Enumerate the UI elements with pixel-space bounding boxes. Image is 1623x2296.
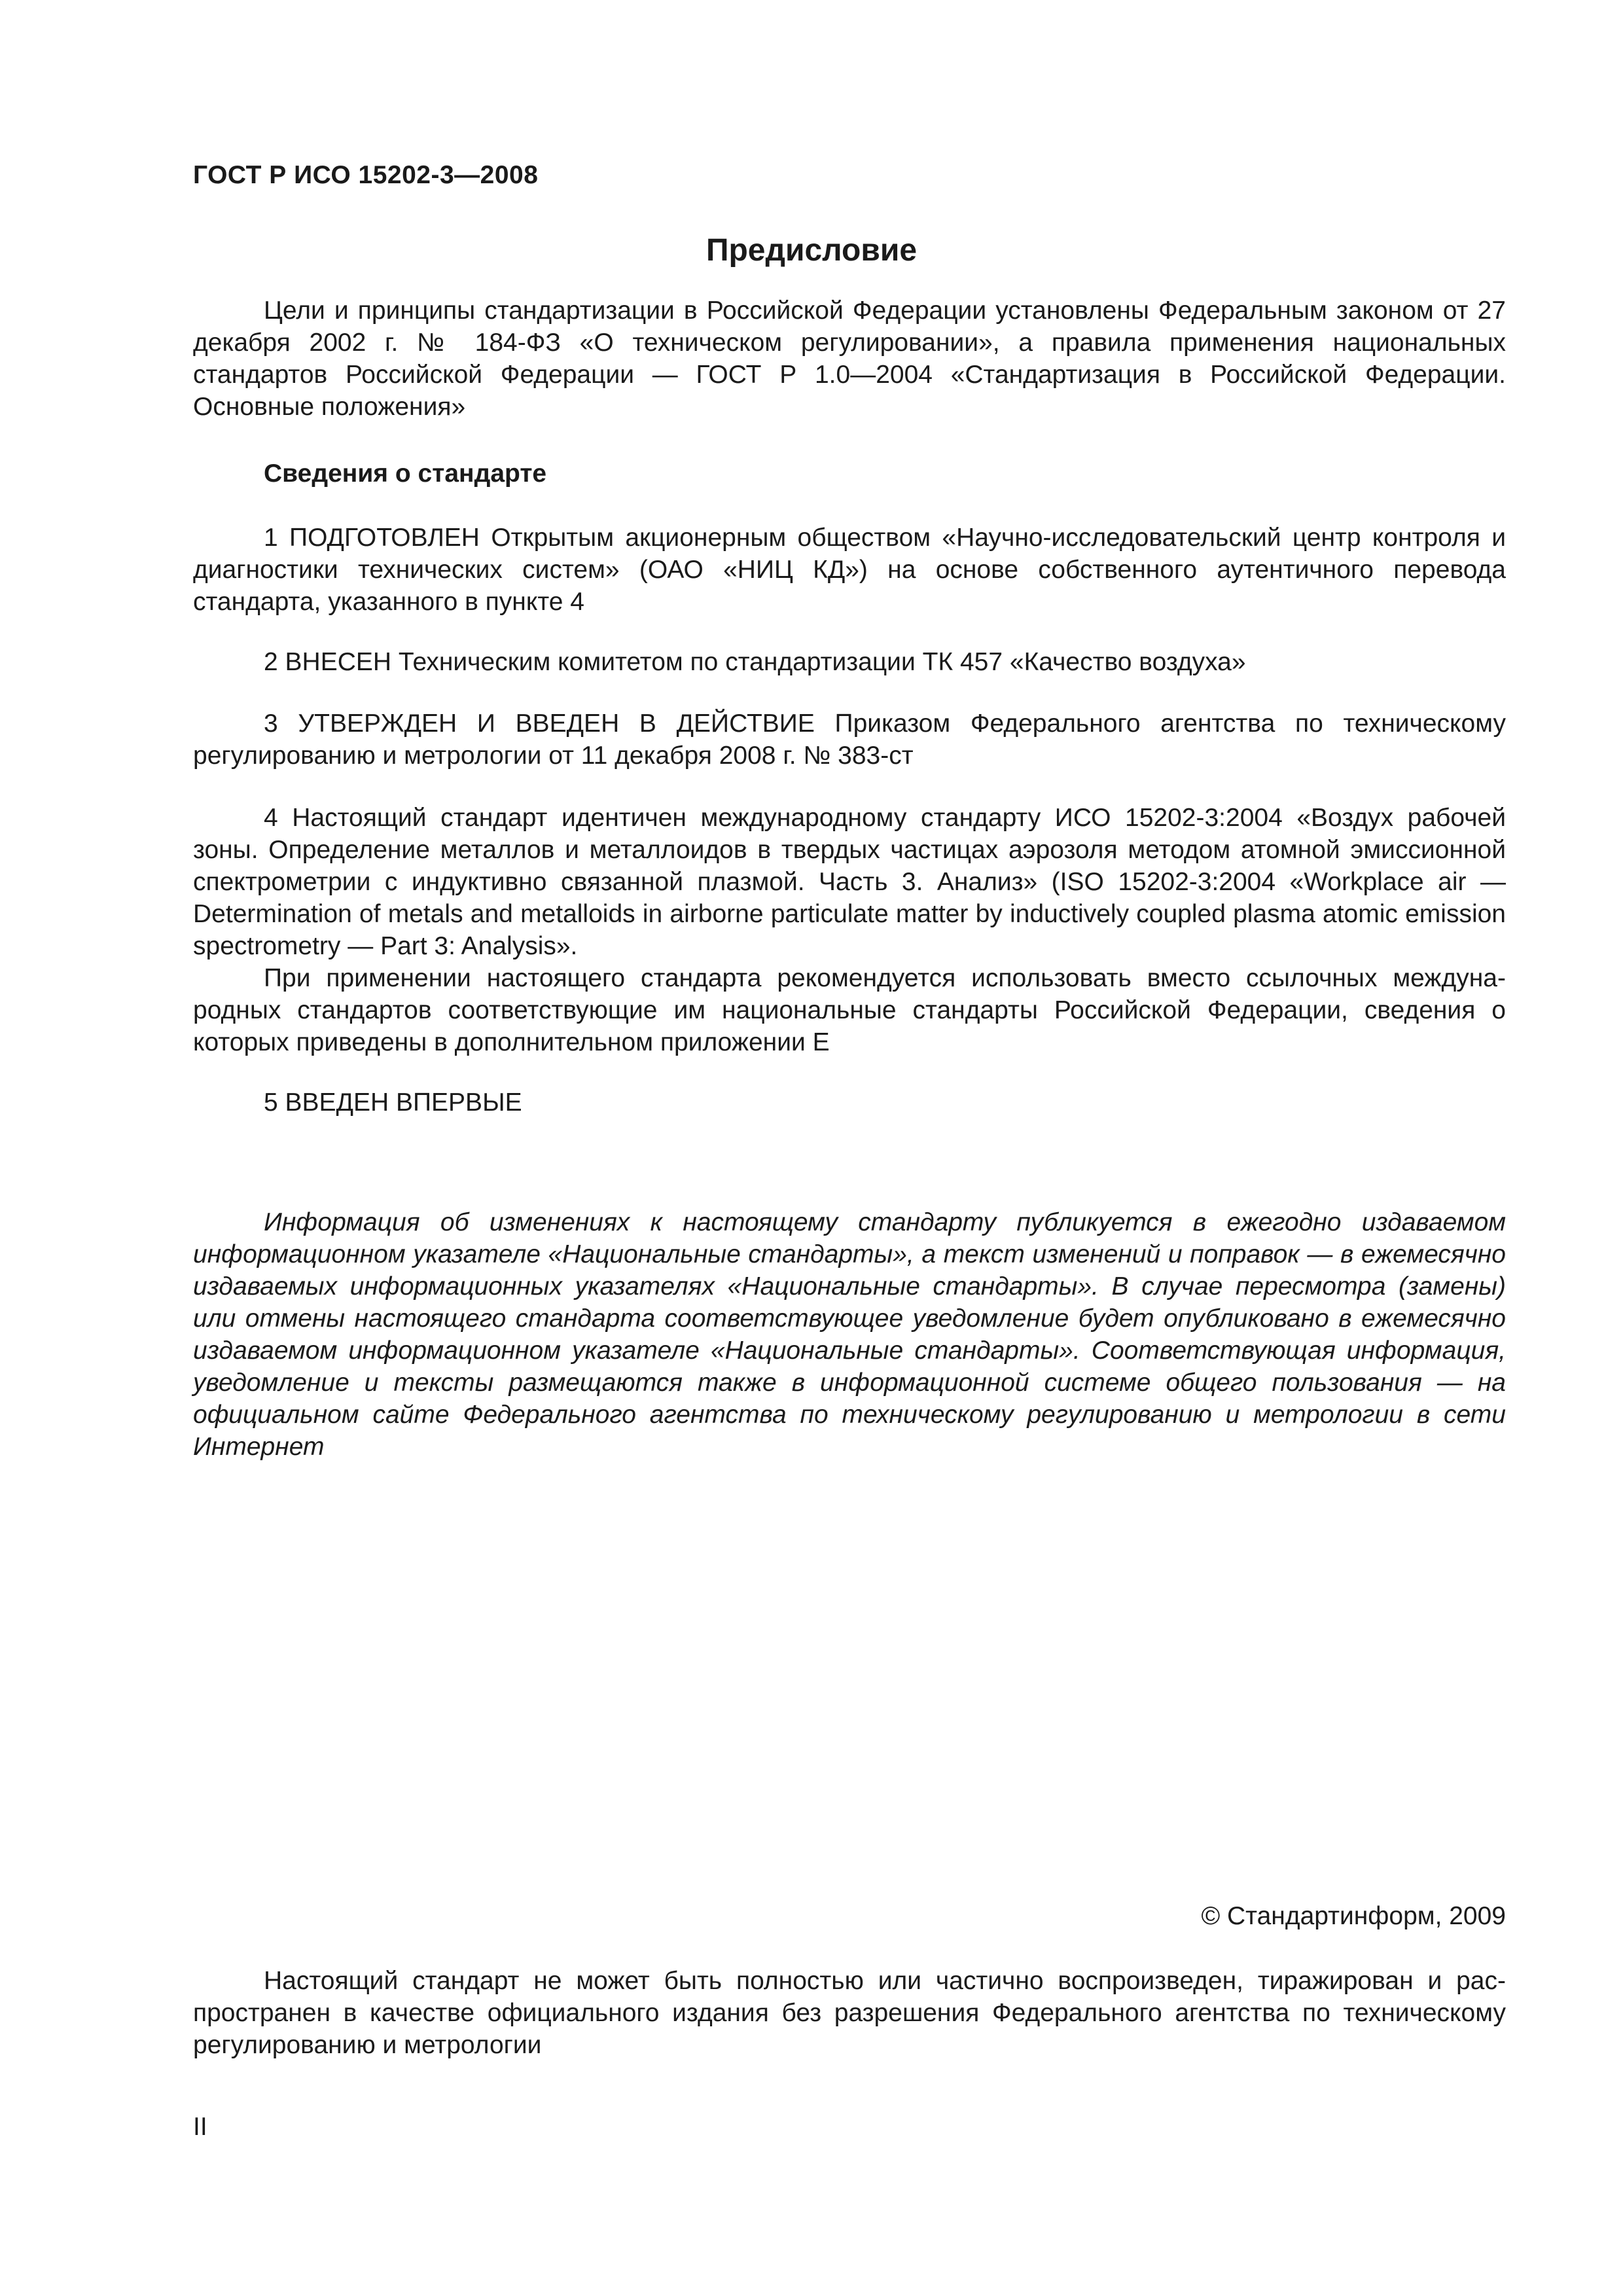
copyright-line: © Стандартинформ, 2009 <box>1201 1902 1506 1930</box>
item-2 <box>193 646 1506 678</box>
changes-notice <box>193 1206 1506 1463</box>
standard-info-heading: Сведения о стандарте <box>264 459 547 488</box>
item-1 <box>193 522 1506 618</box>
changes-notice-text: Информация об изменениях к настоящему стандарту публикуется в ежегодно издаваемом информационном указателе «Национальные стандарты», а текст изменений и поправок — в ежемесячно издаваемых информационных указателях «Национальные стандарты». В случае пересмотра (замены) или отмены настоящего стандарта соответствующее уведомление будет опубликовано в ежемесячно издаваемом информационном указателе «Национальные стандарты». Соответствующая информация, уведомление и тексты размещаются также в информационной системе общего пользования — на официальном сайте Федерального агентства по техническому регулированию и метрологии в сети Интернет <box>193 1208 1506 1461</box>
foreword-intro-paragraph: Цели и принципы стандартизации в Российской Федерации установлены Федеральным законом от 27 декабря 2002 г. № 184-ФЗ «О техническом регулировании», а правила применения национальных стандартов Российской Федерации — ГОСТ Р 1.0—2004 «Стандартизация в Российской Федерации. Основные положения» <box>193 296 1506 421</box>
item-2-text: 2 ВНЕСЕН Техническим комитетом по стандартизации ТК 457 «Качество воздуха» <box>264 648 1246 676</box>
item-5-text: 5 ВВЕДЕН ВПЕРВЫЕ <box>264 1088 522 1117</box>
foreword-intro <box>193 295 1506 423</box>
item-3-text: 3 УТВЕРЖДЕН И ВВЕДЕН В ДЕЙСТВИЕ Приказом Федерального агентства по техническому регулированию и метрологии от 11 декабря 2008 г. № 383-ст <box>193 709 1506 770</box>
item-5 <box>193 1086 1506 1119</box>
item-3 <box>193 708 1506 772</box>
reproduction-notice-text: Настоящий стандарт не может быть полностью или частично воспроизведен, тиражирован и распространен в качестве официального издания без разрешения Федерального агентства по техническому регулированию и метрологии <box>193 1967 1506 2059</box>
reproduction-notice <box>193 1965 1506 2061</box>
item-1-text: 1 ПОДГОТОВЛЕН Открытым акционерным обществом «Научно-исследовательский центр контроля и диагностики технических систем» (ОАО «НИЦ КД») на основе собственного аутентичного перевода стандарта, указанного в пункте 4 <box>193 524 1506 616</box>
item-4-note: При применении настоящего стандарта рекомендуется использовать вместо ссылочных международных стандартов соответствующие им национальные стандарты Российской Федерации, сведения о которых приведены в дополнительном приложении Е <box>193 964 1506 1056</box>
item-4 <box>193 802 1506 1058</box>
item-4-text: 4 Настоящий стандарт идентичен международному стандарту ИСО 15202-3:2004 «Воздух рабочей зоны. Определение металлов и металлоидов в твердых частицах аэрозоля методом атомной эмиссионной спектрометрии с индуктивно связанной плазмой. Часть 3. Анализ» (ISO 15202-3:2004 «Workplace air — Determination of metals and metalloids in airborne particulate matter by inductively coupled plasma atomic emission spectrometry — Part 3: Analysis». <box>193 804 1506 960</box>
standard-code: ГОСТ Р ИСО 15202-3—2008 <box>193 161 539 189</box>
foreword-title: Предисловие <box>705 233 918 268</box>
page-number: II <box>193 2113 207 2141</box>
